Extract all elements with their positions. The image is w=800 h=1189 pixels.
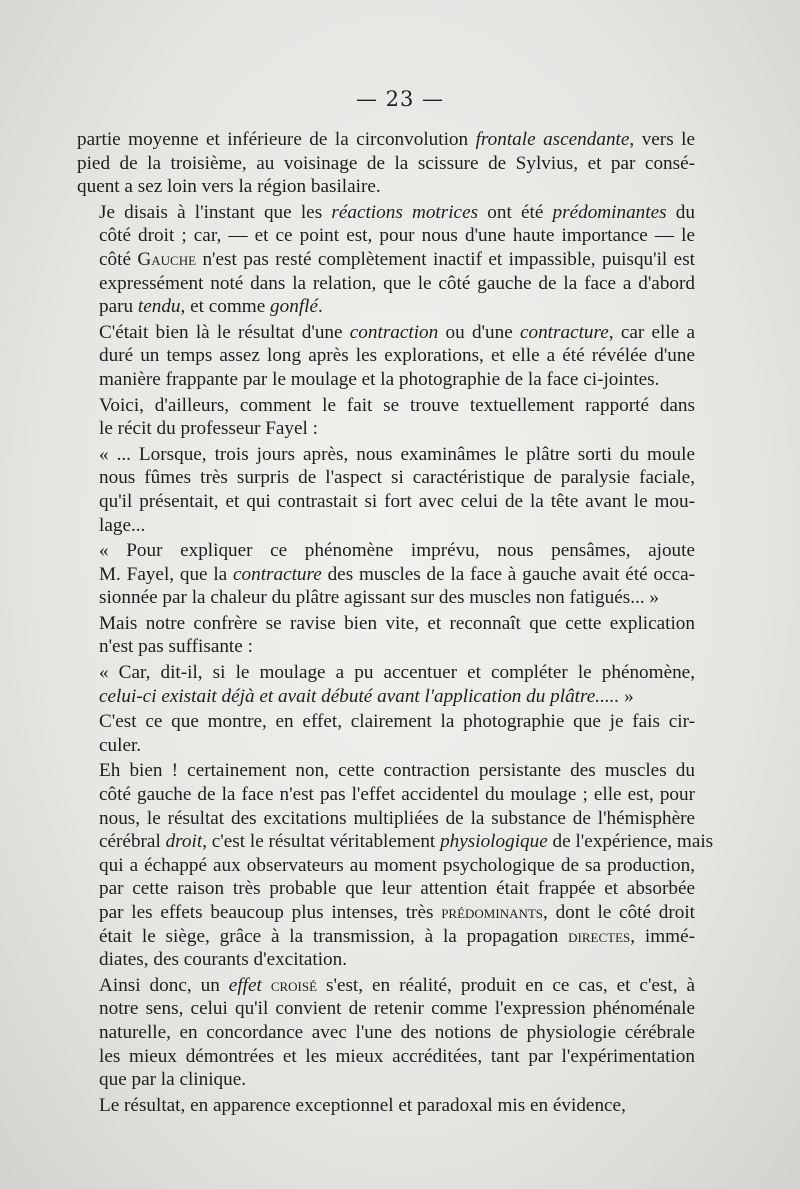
text-line: [77, 974, 695, 998]
text-line: [77, 635, 695, 659]
text-segment: Mais notre confrère se ravise bien vite, et reconnaît que cette explication: [99, 612, 695, 634]
text-segment: « Car, dit-il, si le moulage a pu accentuer et compléter le phénomène,: [99, 662, 695, 684]
text-line: [77, 224, 695, 248]
text-segment: droit: [165, 831, 203, 853]
text-segment: nous fûmes très surpris de l'aspect si caractéristique de paralysie faciale,: [99, 467, 695, 489]
paragraph-p11: [77, 974, 695, 1092]
text-line: [77, 901, 695, 925]
text-segment: que par la clinique.: [99, 1069, 247, 1091]
text-segment: prédominants: [441, 902, 544, 923]
text-line: [77, 539, 695, 563]
text-line: [77, 1094, 695, 1118]
text-segment: paru: [99, 296, 138, 318]
text-segment: Ainsi donc, un: [99, 974, 229, 996]
text-segment: Voici, d'ailleurs, comment le fait se trouve textuellement rapporté dans: [99, 394, 695, 416]
text-line: [77, 1045, 695, 1069]
text-segment: Le résultat, en apparence exceptionnel et paradoxal mis en évidence,: [99, 1094, 626, 1116]
text-segment: tendu: [137, 296, 181, 318]
text-segment: .: [318, 296, 323, 318]
text-line: [77, 563, 695, 587]
text-segment: , immé-: [630, 925, 695, 947]
text-line: [77, 490, 695, 514]
text-segment: prédominantes: [552, 201, 667, 223]
text-segment: , et comme: [180, 296, 271, 318]
text-segment: Je disais à l'instant que les: [99, 201, 332, 223]
text-segment: qu'il présentait, et qui contrastait si fort avec celui de la tête avant le mou-: [99, 490, 695, 512]
text-line: [77, 997, 695, 1021]
text-line: [77, 321, 695, 345]
text-line: [77, 466, 695, 490]
text-segment: par cette raison très probable que leur attention était frappée et absorbée: [99, 878, 695, 900]
text-segment: notre sens, celui qu'il convient de retenir comme l'expression phénoménale: [99, 998, 695, 1020]
paragraph-p6: [77, 539, 695, 610]
text-segment: , c'est le résultat véritablement: [202, 831, 441, 853]
text-segment: partie moyenne et inférieure de la circonvolution: [77, 129, 476, 150]
text-segment: M. Fayel, que la: [99, 563, 233, 585]
text-line: [77, 248, 695, 272]
text-line: [77, 925, 695, 949]
text-segment: frontale ascendante: [475, 129, 630, 150]
text-segment: , car elle a: [608, 321, 695, 343]
text-segment: culer.: [99, 734, 142, 756]
text-line: [77, 394, 695, 418]
text-segment: s'est, en réalité, produit en ce cas, et c'est, à: [317, 974, 695, 996]
text-line: [77, 661, 695, 685]
text-segment: gonflé: [270, 296, 319, 318]
text-line: [77, 152, 695, 176]
text-line: [77, 1021, 695, 1045]
paragraph-p1: [77, 128, 695, 199]
text-segment: le récit du professeur Fayel :: [99, 418, 318, 440]
text-line: [77, 854, 695, 878]
text-segment: côté droit ; car, — et ce point est, pour nous d'une haute importance — le: [99, 225, 695, 247]
paragraph-p9: [77, 710, 695, 757]
text-line: [77, 759, 695, 783]
text-line: [77, 807, 695, 831]
text-segment: sionnée par la chaleur du plâtre agissant sur des muscles non fatigués... »: [99, 587, 660, 609]
text-segment: n'est pas suffisante :: [99, 636, 253, 658]
text-segment: quent a sez loin vers la région basilaire.: [77, 176, 381, 198]
text-line: [77, 201, 695, 225]
paragraph-p5: [77, 443, 695, 537]
text-segment: croisé: [270, 974, 318, 996]
text-segment: ou d'une: [438, 321, 520, 343]
text-line: [77, 734, 695, 758]
paragraph-p4: [77, 394, 695, 441]
text-segment: des muscles de la face à gauche avait été occa-: [321, 563, 695, 585]
text-line: [77, 710, 695, 734]
paragraph-p10: [77, 759, 714, 971]
text-segment: physiologique: [440, 831, 548, 853]
text-segment: était le siège, grâce à la transmission, à la propagation: [99, 925, 569, 947]
text-segment: C'est ce que montre, en effet, clairement la photographie que je fais cir-: [99, 711, 695, 733]
text-segment: qui a échappé aux observateurs au moment psychologique de sa production,: [99, 854, 695, 876]
text-line: [77, 685, 695, 709]
text-line: [77, 175, 695, 199]
text-segment: manière frappante par le moulage et la photographie de la face ci-jointes.: [99, 368, 660, 390]
text-segment: du: [666, 201, 695, 223]
text-line: [77, 1068, 695, 1092]
text-segment: n'est pas resté complètement inactif et impassible, puisqu'il est: [196, 248, 695, 270]
paragraph-p2: [77, 201, 695, 319]
text-line: [77, 586, 695, 610]
paragraph-p8: [77, 661, 695, 708]
text-line: [77, 948, 695, 972]
text-line: [77, 295, 695, 319]
text-segment: ont été: [478, 201, 553, 223]
text-line: [77, 514, 695, 538]
text-segment: pied de la troisième, au voisinage de la scissure de Sylvius, et par consé-: [77, 152, 695, 174]
text-segment: naturelle, en concordance avec l'une des notions de physiologie cérébrale: [99, 1021, 695, 1043]
body-text: [77, 128, 714, 1119]
text-segment: , dont le côté droit: [543, 902, 696, 923]
text-segment: contraction: [349, 321, 439, 343]
text-segment: lage...: [99, 514, 146, 536]
text-line: [77, 272, 695, 296]
text-segment: diates, des courants d'excitation.: [99, 949, 348, 971]
text-segment: [262, 975, 271, 996]
text-segment: Eh bien ! certainement non, cette contraction persistante des muscles du: [99, 760, 695, 782]
text-segment: par les effets beaucoup plus intenses, très: [99, 902, 442, 923]
text-segment: directes: [568, 925, 631, 947]
text-segment: côté gauche de la face n'est pas l'effet accidentel du moulage ; elle est, pour: [99, 784, 695, 806]
text-line: [77, 877, 695, 901]
paragraph-p12: [77, 1094, 695, 1118]
text-segment: « Pour expliquer ce phénomène imprévu, nous pensâmes, ajoute: [99, 540, 695, 562]
text-line: [77, 128, 695, 152]
text-segment: C'était bien là le résultat d'une: [99, 321, 350, 343]
text-segment: expressément noté dans la relation, que le côté gauche de la face a d'abord: [99, 272, 695, 294]
text-line: [77, 344, 695, 368]
text-segment: les mieux démontrées et les mieux accréditées, tant par l'expérimentation: [99, 1045, 695, 1067]
text-segment: celui-ci existait déjà et avait débuté avant l'application du plâtre.....: [99, 685, 620, 707]
paragraph-p7: [77, 612, 695, 659]
text-segment: contracture: [232, 563, 322, 585]
page-number: — 23 —: [355, 87, 445, 111]
paragraph-p3: [77, 321, 695, 392]
text-line: [77, 443, 695, 467]
text-line: [77, 368, 695, 392]
text-segment: de l'expérience, mais: [547, 831, 714, 853]
text-segment: duré un temps assez long après les explorations, et elle a été révélée d'une: [99, 345, 695, 367]
text-segment: « ... Lorsque, trois jours après, nous examinâmes le plâtre sorti du moule: [99, 443, 695, 465]
text-line: [77, 830, 714, 854]
text-segment: effet: [228, 974, 262, 996]
text-line: [77, 783, 695, 807]
text-segment: contracture: [519, 321, 609, 343]
text-segment: réactions motrices: [331, 201, 479, 223]
text-segment: , vers le: [629, 129, 695, 150]
text-line: [77, 417, 695, 441]
text-segment: Gauche: [137, 248, 197, 270]
text-segment: »: [619, 685, 634, 707]
text-segment: nous, le résultat des excitations multipliées de la substance de l'hémisphère: [99, 807, 695, 829]
text-line: [77, 612, 695, 636]
text-segment: côté: [99, 248, 138, 270]
text-segment: cérébral: [99, 831, 166, 853]
